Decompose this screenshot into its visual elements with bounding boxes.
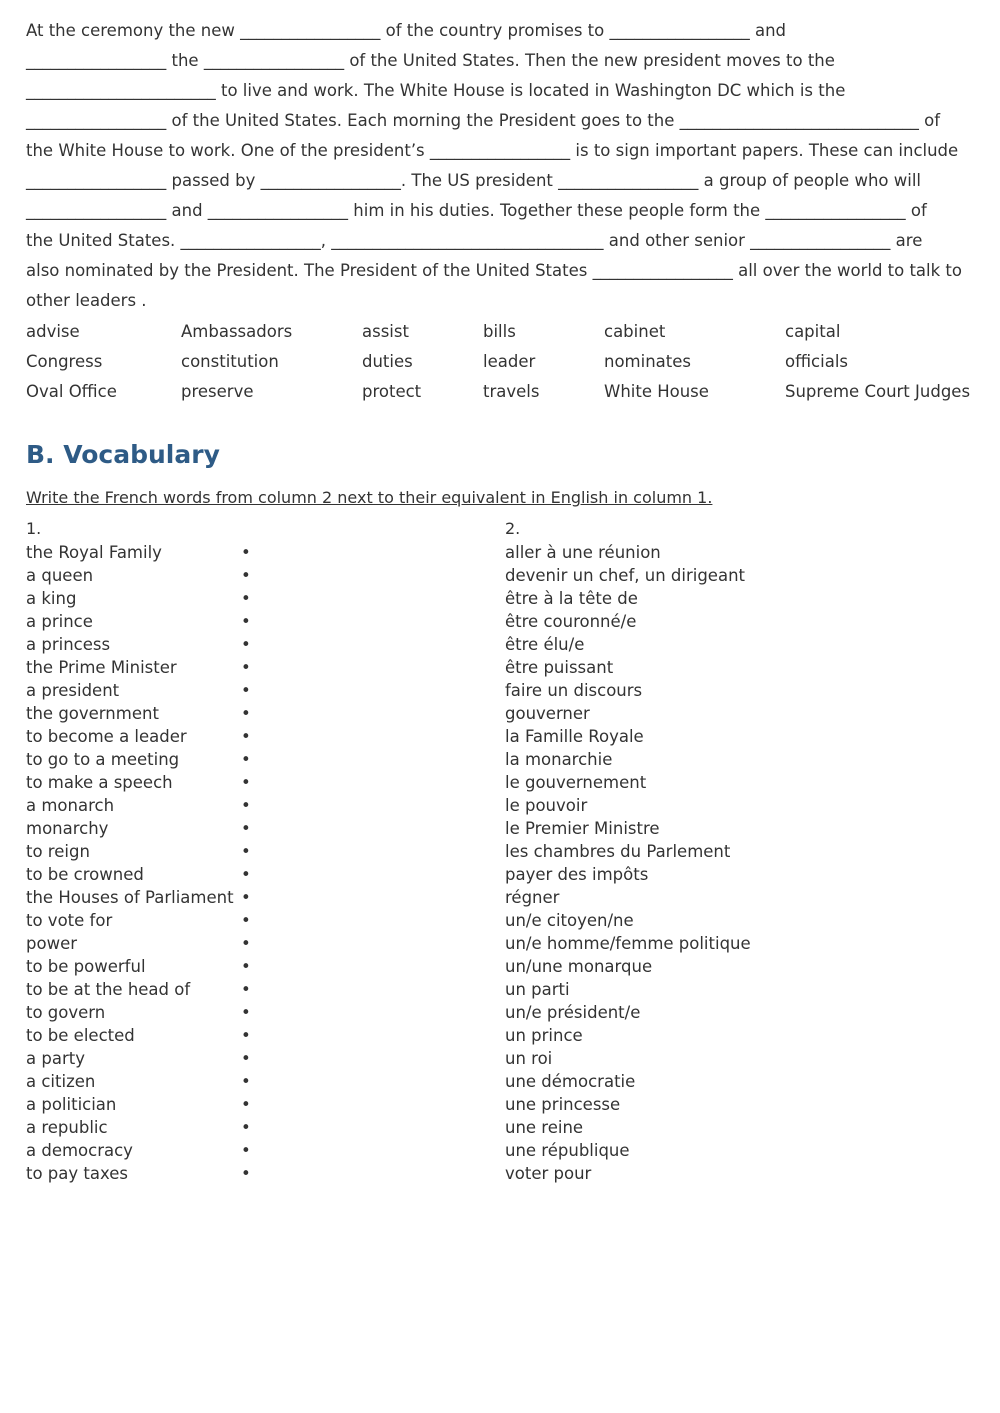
word-bank-word: capital xyxy=(785,322,841,341)
vocab-row xyxy=(0,1116,1000,1139)
match-bullet[interactable]: • xyxy=(241,635,251,654)
cloze-line: the United States. _________________, _________________________________ and other senior _________________ are xyxy=(26,231,923,250)
vocab-row xyxy=(0,840,1000,863)
english-term: power xyxy=(26,934,77,953)
vocab-row xyxy=(0,863,1000,886)
french-term: gouverner xyxy=(505,704,590,723)
vocab-row xyxy=(0,679,1000,702)
word-bank-word: leader xyxy=(483,352,536,371)
english-term: to pay taxes xyxy=(26,1164,128,1183)
word-bank-row xyxy=(26,347,986,377)
english-term: a queen xyxy=(26,566,94,585)
match-bullet[interactable]: • xyxy=(241,865,251,884)
vocab-row xyxy=(0,955,1000,978)
cloze-line: _________________ and _________________ him in his duties. Together these people form the _________________ of xyxy=(26,201,927,220)
english-term: a party xyxy=(26,1049,85,1068)
french-term: le gouvernement xyxy=(505,773,647,792)
english-term: a princess xyxy=(26,635,111,654)
match-bullet[interactable]: • xyxy=(241,796,251,815)
word-bank-row xyxy=(26,377,986,407)
match-bullet[interactable]: • xyxy=(241,980,251,999)
word-bank-word: preserve xyxy=(181,382,254,401)
word-bank-word: travels xyxy=(483,382,540,401)
vocab-row xyxy=(0,1070,1000,1093)
english-term: to govern xyxy=(26,1003,106,1022)
word-bank-word: protect xyxy=(362,382,422,401)
english-term: to be at the head of xyxy=(26,980,191,999)
vocab-row xyxy=(0,748,1000,771)
vocab-row xyxy=(0,1001,1000,1024)
vocab-row xyxy=(0,886,1000,909)
french-term: un/e président/e xyxy=(505,1003,641,1022)
english-term: a politician xyxy=(26,1095,117,1114)
vocab-row xyxy=(0,725,1000,748)
match-bullet[interactable]: • xyxy=(241,727,251,746)
match-bullet[interactable]: • xyxy=(241,658,251,677)
french-term: être couronné/e xyxy=(505,612,637,631)
french-term: une princesse xyxy=(505,1095,621,1114)
vocab-row xyxy=(0,771,1000,794)
match-bullet[interactable]: • xyxy=(241,543,251,562)
word-bank-word: nominates xyxy=(604,352,691,371)
section-title: B. Vocabulary xyxy=(26,440,220,469)
match-bullet[interactable]: • xyxy=(241,1095,251,1114)
match-bullet[interactable]: • xyxy=(241,750,251,769)
english-term: a monarch xyxy=(26,796,115,815)
cloze-line: also nominated by the President. The President of the United States _________________ all over the world to talk to xyxy=(26,261,962,280)
english-term: to be crowned xyxy=(26,865,144,884)
match-bullet[interactable]: • xyxy=(241,589,251,608)
column-1-label: 1. xyxy=(26,519,42,538)
french-term: faire un discours xyxy=(505,681,643,700)
french-term: devenir un chef, un dirigeant xyxy=(505,566,745,585)
french-term: un roi xyxy=(505,1049,553,1068)
vocab-row xyxy=(0,587,1000,610)
cloze-line: _________________ the _________________ of the United States. Then the new president moves to the xyxy=(26,51,835,70)
french-term: être puissant xyxy=(505,658,614,677)
word-bank-word: duties xyxy=(362,352,413,371)
match-bullet[interactable]: • xyxy=(241,612,251,631)
match-bullet[interactable]: • xyxy=(241,888,251,907)
word-bank xyxy=(26,317,986,407)
vocab-row xyxy=(0,1162,1000,1185)
vocab-row xyxy=(0,1093,1000,1116)
english-term: the Houses of Parliament xyxy=(26,888,234,907)
french-term: les chambres du Parlement xyxy=(505,842,731,861)
word-bank-word: bills xyxy=(483,322,516,341)
cloze-line: the White House to work. One of the president’s _________________ is to sign important papers. These can include xyxy=(26,141,959,160)
match-bullet[interactable]: • xyxy=(241,1072,251,1091)
vocab-row xyxy=(0,541,1000,564)
vocab-row xyxy=(0,909,1000,932)
cloze-line: _______________________ to live and work. The White House is located in Washington DC which is the xyxy=(26,81,846,100)
match-bullet[interactable]: • xyxy=(241,957,251,976)
word-bank-word: assist xyxy=(362,322,409,341)
french-term: un/e homme/femme politique xyxy=(505,934,751,953)
french-term: être élu/e xyxy=(505,635,585,654)
match-bullet[interactable]: • xyxy=(241,934,251,953)
word-bank-word: advise xyxy=(26,322,80,341)
cloze-line: _________________ of the United States. Each morning the President goes to the _____________________________ of xyxy=(26,111,941,130)
french-term: la Famille Royale xyxy=(505,727,644,746)
vocab-row xyxy=(0,794,1000,817)
vocab-row xyxy=(0,932,1000,955)
english-term: the Prime Minister xyxy=(26,658,177,677)
match-bullet[interactable]: • xyxy=(241,773,251,792)
english-term: to become a leader xyxy=(26,727,187,746)
word-bank-word: cabinet xyxy=(604,322,666,341)
french-term: le Premier Ministre xyxy=(505,819,660,838)
french-term: régner xyxy=(505,888,560,907)
vocabulary-matching-list xyxy=(0,541,1000,1185)
instruction-text: Write the French words from column 2 next to their equivalent in English in column 1. xyxy=(26,488,713,507)
match-bullet[interactable]: • xyxy=(241,842,251,861)
vocab-row xyxy=(0,978,1000,1001)
word-bank-word: Supreme Court Judges xyxy=(785,382,971,401)
vocab-row xyxy=(0,1139,1000,1162)
word-bank-word: Oval Office xyxy=(26,382,117,401)
english-term: to go to a meeting xyxy=(26,750,180,769)
english-term: to be elected xyxy=(26,1026,135,1045)
cloze-paragraph xyxy=(26,16,966,316)
english-term: to reign xyxy=(26,842,90,861)
vocab-row xyxy=(0,1024,1000,1047)
french-term: voter pour xyxy=(505,1164,592,1183)
french-term: aller à une réunion xyxy=(505,543,661,562)
match-bullet[interactable]: • xyxy=(241,1164,251,1183)
french-term: la monarchie xyxy=(505,750,613,769)
english-term: a citizen xyxy=(26,1072,96,1091)
word-bank-word: White House xyxy=(604,382,709,401)
word-bank-word: Congress xyxy=(26,352,103,371)
word-bank-word: officials xyxy=(785,352,848,371)
english-term: to vote for xyxy=(26,911,113,930)
match-bullet[interactable]: • xyxy=(241,1118,251,1137)
cloze-line: At the ceremony the new _________________ of the country promises to _________________ and xyxy=(26,21,787,40)
french-term: une démocratie xyxy=(505,1072,636,1091)
french-term: une république xyxy=(505,1141,630,1160)
vocab-row xyxy=(0,633,1000,656)
english-term: a king xyxy=(26,589,77,608)
english-term: a president xyxy=(26,681,120,700)
match-bullet[interactable]: • xyxy=(241,1026,251,1045)
french-term: un prince xyxy=(505,1026,583,1045)
english-term: a republic xyxy=(26,1118,108,1137)
english-term: to make a speech xyxy=(26,773,173,792)
match-bullet[interactable]: • xyxy=(241,911,251,930)
vocab-row xyxy=(0,702,1000,725)
french-term: le pouvoir xyxy=(505,796,588,815)
vocab-row xyxy=(0,1047,1000,1070)
vocab-row xyxy=(0,564,1000,587)
match-bullet[interactable]: • xyxy=(241,819,251,838)
match-bullet[interactable]: • xyxy=(241,704,251,723)
match-bullet[interactable]: • xyxy=(241,566,251,585)
french-term: payer des impôts xyxy=(505,865,649,884)
cloze-line: _________________ passed by _________________. The US president _________________ a group of people who will xyxy=(26,171,921,190)
english-term: a democracy xyxy=(26,1141,133,1160)
french-term: un/une monarque xyxy=(505,957,653,976)
vocab-row xyxy=(0,817,1000,840)
english-term: to be powerful xyxy=(26,957,146,976)
english-term: a prince xyxy=(26,612,93,631)
french-term: une reine xyxy=(505,1118,584,1137)
english-term: the Royal Family xyxy=(26,543,162,562)
cloze-line: other leaders . xyxy=(26,291,147,310)
french-term: être à la tête de xyxy=(505,589,638,608)
word-bank-row xyxy=(26,317,986,347)
french-term: un parti xyxy=(505,980,570,999)
english-term: the government xyxy=(26,704,159,723)
english-term: monarchy xyxy=(26,819,109,838)
match-bullet[interactable]: • xyxy=(241,1049,251,1068)
word-bank-word: Ambassadors xyxy=(181,322,293,341)
vocab-row xyxy=(0,656,1000,679)
match-bullet[interactable]: • xyxy=(241,1141,251,1160)
match-bullet[interactable]: • xyxy=(241,1003,251,1022)
vocab-row xyxy=(0,610,1000,633)
match-bullet[interactable]: • xyxy=(241,681,251,700)
word-bank-word: constitution xyxy=(181,352,279,371)
column-2-label: 2. xyxy=(505,519,521,538)
french-term: un/e citoyen/ne xyxy=(505,911,634,930)
